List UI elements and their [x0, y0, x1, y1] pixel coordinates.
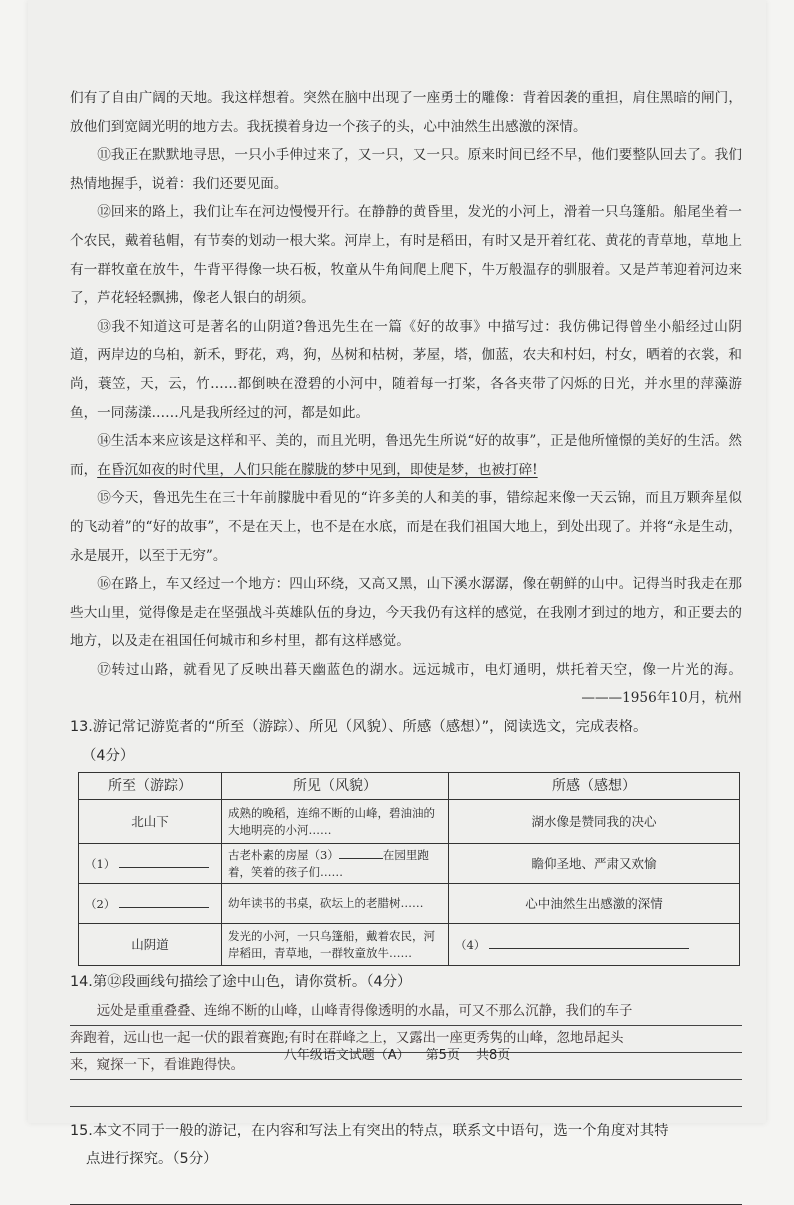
cell-felt: 心中油然生出感激的深情	[449, 884, 740, 924]
paragraph-11: ⑪我正在默默地寻思，一只小手伸过来了，又一只，又一只。原来时间已经不早，他们要整队回去了。我们热情地握手，说着：我们还要见面。	[70, 147, 742, 192]
question-14: 14.第⑫段画线句描绘了途中山色，请你赏析。（4分）	[70, 974, 412, 991]
table-header-felt: 所感（感想）	[449, 773, 740, 800]
table-header-seen: 所见（风貌）	[222, 773, 449, 800]
table-row	[79, 884, 740, 924]
table-header-row	[79, 773, 740, 800]
table-row	[79, 844, 740, 884]
cell-place-blank-2[interactable]	[79, 884, 222, 924]
table-header-place: 所至（游踪）	[79, 773, 222, 800]
paragraph-17	[70, 656, 742, 713]
footer-total: 共8页	[475, 1048, 511, 1063]
table-row	[79, 924, 740, 966]
footer-title: 八年级语文试题（A）	[283, 1048, 410, 1063]
question-13	[70, 713, 742, 770]
cell-place-blank-1[interactable]	[79, 844, 222, 884]
question-13-score: （4分）	[82, 747, 135, 764]
blank-label-1: （1）	[85, 856, 116, 871]
blank-label-4: （4）	[455, 937, 486, 952]
question-15-prompt-1: 15.本文不同于一般的游记，在内容和写法上有突出的特点，联系文中语句，选一个角度对其特	[70, 1122, 669, 1139]
cell-seen	[222, 844, 449, 884]
paragraph-15: ⑮今天，鲁迅先生在三十年前朦胧中看见的“许多美的人和美的事，错综起来像一天云锦，而且万颗奔星似的飞动着”的“好的故事”，不是在天上，也不是在水底，而是在我们祖国大地上，到处出现了。并将“永是生动，永是展开，以至于无穷”。	[70, 490, 742, 564]
paragraph-10-end: 们有了自由广阔的天地。我这样想着。突然在脑中出现了一座勇士的雕像：背着因袭的重担，肩住黑暗的闸门，放他们到宽阔光明的地方去。我抚摸着身边一个孩子的头，心中油然生出感激的深情。	[70, 90, 742, 135]
cell-felt-blank-4[interactable]	[449, 924, 740, 966]
cell-felt: 湖水像是赞同我的决心	[449, 800, 740, 844]
cell-seen: 发光的小河，一只乌篷船，戴着农民，河岸稻田，青草地，一群牧童放牛……	[222, 924, 449, 966]
question-15	[70, 1117, 742, 1174]
date-signature: ———1956年10月，杭州	[581, 690, 742, 707]
answer-blank-3[interactable]	[339, 848, 383, 859]
answer-line-3: 来，窥探一下，看谁跑得快。	[70, 1053, 742, 1080]
page-content	[70, 84, 742, 1205]
paragraph-14-text: ⑭生活本来应该是这样和平、美的，而且光明，鲁迅先生所说“好的故事”，正是他所憧憬的美好的生活。然而，	[70, 433, 742, 478]
answer-blank-2[interactable]	[119, 895, 209, 908]
answer-line-2: 奔跑着，远山也一起一伏的跟着赛跑;有时在群峰之上，又露出一座更秀隽的山峰，忽地昂起头	[70, 1026, 742, 1053]
question-14-answer[interactable]	[70, 999, 742, 1080]
answer-line-4[interactable]	[70, 1080, 742, 1107]
answer-line-1: 远处是重重叠叠、连绵不断的山峰，山峰青得像透明的水晶，可又不那么沉静，我们的车子	[70, 999, 742, 1026]
cell-place: 山阴道	[79, 924, 222, 966]
answer-blank-1[interactable]	[119, 855, 209, 868]
paragraph-16: ⑯在路上，车又经过一个地方：四山环绕，又高又黑，山下溪水潺潺，像在朝鲜的山中。记得当时我走在那些大山里，觉得像是走在坚强战斗英雄队伍的身边，今天我仍有这样的感觉，在我刚才到过的地方，和正要去的地方，以及走在祖国任何城市和乡村里，都有这样感觉。	[70, 576, 742, 650]
answer-line-q15[interactable]	[70, 1174, 742, 1205]
paragraph-17-text: ⑰转过山路，就看见了反映出暮天幽蓝色的湖水。远远城市，电灯通明，烘托着天空，像一片光的海。	[97, 661, 742, 678]
blank-label-2: （2）	[85, 896, 116, 911]
cell-seen: 成熟的晚稻，连绵不断的山峰，碧油油的大地明亮的小河……	[222, 800, 449, 844]
paragraph-13: ⑬我不知道这可是著名的山阴道?鲁迅先生在一篇《好的故事》中描写过：我仿佛记得曾坐小船经过山阴道，两岸边的乌桕，新禾，野花，鸡，狗，丛树和枯树，茅屋，塔，伽蓝，农夫和村妇，村女，晒着的衣裳，和尚，蓑笠，天，云，竹……都倒映在澄碧的小河中，随着每一打桨，各各夹带了闪烁的日光，并水里的萍藻游鱼，一同荡漾……凡是我所经过的河，都是如此。	[70, 318, 742, 421]
cell-seen: 幼年读书的书桌，砍坛上的老腊树……	[222, 884, 449, 924]
seen-text-a: 古老朴素的房屋（3）	[228, 847, 339, 862]
cell-place: 北山下	[79, 800, 222, 844]
question-13-prompt: 13.游记常记游览者的“所至（游踪）、所见（风貌）、所感（感想）”，阅读选文，完成表格。	[70, 719, 648, 736]
question-15-prompt-2: 点进行探究。（5分）	[86, 1151, 218, 1168]
seen-text-b: 在园里跑着，笑着的孩子们……	[228, 847, 429, 879]
question-13-table	[78, 772, 740, 966]
paragraph-12: ⑫回来的路上，我们让车在河边慢慢开行。在静静的黄昏里，发光的小河上，滑着一只乌篷船。船尾坐着一个农民，戴着毡帽，有节奏的划动一根大桨。河岸上，有时是稻田，有时又是开着红花、黄花的青草地，草地上有一群牧童在放牛，牛背平得像一块石板，牧童从牛角间爬上爬下，牛万般温存的驯服着。又是芦苇迎着河边来了，芦花轻轻飘拂，像老人银白的胡须。	[70, 204, 742, 307]
cell-felt: 瞻仰圣地、严肃又欢愉	[449, 844, 740, 884]
answer-blank-4[interactable]	[489, 936, 689, 949]
table-row	[79, 800, 740, 844]
footer-page: 第5页	[425, 1048, 460, 1063]
paragraph-14	[70, 427, 742, 484]
page-footer	[0, 1044, 794, 1063]
paragraph-14-underlined: 在昏沉如夜的时代里，人们只能在朦胧的梦中见到，即使是梦，也被打碎!	[97, 461, 538, 478]
